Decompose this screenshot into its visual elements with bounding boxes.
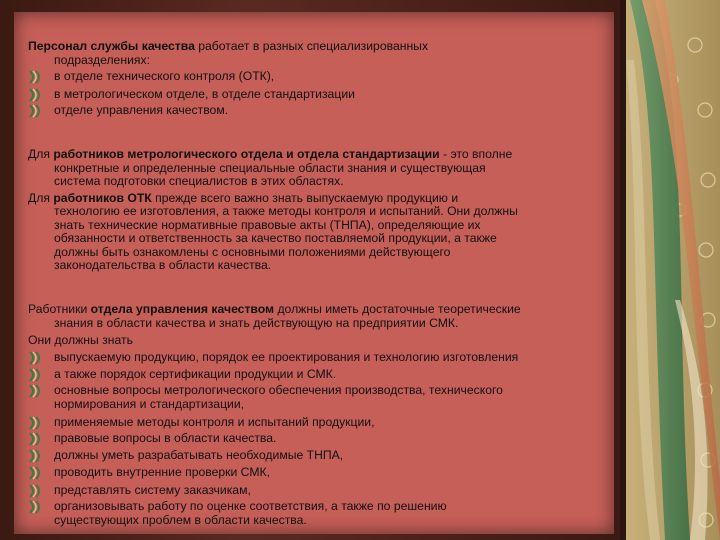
staff-intro-line2: подразделениях:	[54, 53, 150, 67]
list-item-text: применяемые методы контроля и испытаний продукции,	[54, 415, 375, 429]
otk-line4: обязанности и ответственность за качество поставляемой продукции, а также	[54, 231, 497, 245]
bullet-icon	[28, 351, 44, 365]
bullet-icon	[28, 416, 44, 430]
metrology-bold: работников метрологического отдела и отдела стандартизации	[53, 147, 440, 161]
bullet-icon	[28, 514, 44, 528]
text-prefix: Работники	[28, 302, 91, 316]
list-item	[28, 514, 594, 528]
bullet-icon	[28, 88, 44, 102]
list-item-text: представлять систему заказчикам,	[54, 483, 251, 497]
list-item	[28, 368, 594, 382]
list-item-text: выпускаемую продукцию, порядок ее проектирования и технологию изготовления	[54, 350, 519, 364]
staff-intro-bold: Персонал службы качества	[28, 39, 195, 53]
staff-intro-rest: работает в разных специализированных	[194, 39, 429, 53]
bullet-icon	[28, 70, 44, 84]
list-item-text: правовые вопросы в области качества.	[54, 431, 277, 445]
qm-line2: знания в области качества и знать действующую на предприятии СМК.	[54, 316, 459, 330]
list-item	[28, 432, 594, 446]
text-rest: должны иметь достаточные теоретические	[274, 302, 521, 316]
list-item-text: организовывать работу по оценке соответствия, а также по решению	[54, 499, 447, 513]
list-item-text: отделе управления качеством.	[54, 103, 229, 117]
list-item	[28, 104, 594, 118]
text-rest: - это вполне	[439, 147, 513, 161]
list-item	[28, 88, 594, 102]
list-item	[28, 449, 594, 463]
bullet-icon	[28, 484, 44, 498]
list-item-text: основные вопросы метрологического обеспечения производства, технического	[54, 383, 503, 397]
must-know-heading: Они должны знать	[28, 333, 133, 347]
otk-line3: знать технические нормативные правовые акты (ТНПА), определяющие их	[54, 218, 481, 232]
otk-line6: законодательства в области качества.	[54, 258, 272, 272]
list-item	[28, 398, 594, 412]
list-item	[28, 416, 594, 430]
bullet-icon	[28, 500, 44, 514]
text-rest: прежде всего важно знать выпускаемую продукцию и	[151, 191, 459, 205]
otk-line5: должны быть ознакомлены с основными положениями действующего	[54, 245, 451, 259]
list-item-text: существующих проблем в области качества.	[54, 513, 307, 527]
list-item-text: в метрологическом отделе, в отделе стандартизации	[54, 87, 355, 101]
list-item	[28, 484, 594, 498]
bullet-icon	[28, 398, 44, 412]
list-item-text: должны уметь разрабатывать необходимые ТНПА,	[54, 448, 344, 462]
list-item-text: нормирования и стандартизации,	[54, 397, 245, 411]
list-item	[28, 384, 594, 398]
list-item	[28, 466, 594, 480]
bullet-icon	[28, 432, 44, 446]
bullet-icon	[28, 466, 44, 480]
bullet-icon	[28, 368, 44, 382]
otk-bold: работников ОТК	[53, 191, 152, 205]
qm-bold: отдела управления качеством	[90, 302, 275, 316]
text-prefix: Для	[28, 191, 54, 205]
metrology-line3: система подготовки специалистов в этих областях.	[54, 174, 344, 188]
list-item	[28, 500, 594, 514]
metrology-line2: конкретные и определенные специальные области знания и существующая	[54, 161, 486, 175]
paragraph-qm	[28, 303, 710, 317]
bullet-icon	[28, 449, 44, 463]
text-prefix: Для	[28, 147, 54, 161]
bullet-icon	[28, 104, 44, 118]
paragraph-metrology	[28, 148, 710, 162]
otk-line2: технологию ее изготовления, а также методы контроля и испытаний. Они должны	[54, 204, 518, 218]
paragraph-staff-intro	[28, 40, 710, 54]
list-item-text: а также порядок сертификации продукции и СМК.	[54, 367, 337, 381]
list-item-text: проводить внутренние проверки СМК,	[54, 465, 270, 479]
list-item-text: в отделе технического контроля (ОТК),	[54, 69, 275, 83]
list-item	[28, 70, 594, 84]
bullet-icon	[28, 384, 44, 398]
list-item	[28, 351, 594, 365]
